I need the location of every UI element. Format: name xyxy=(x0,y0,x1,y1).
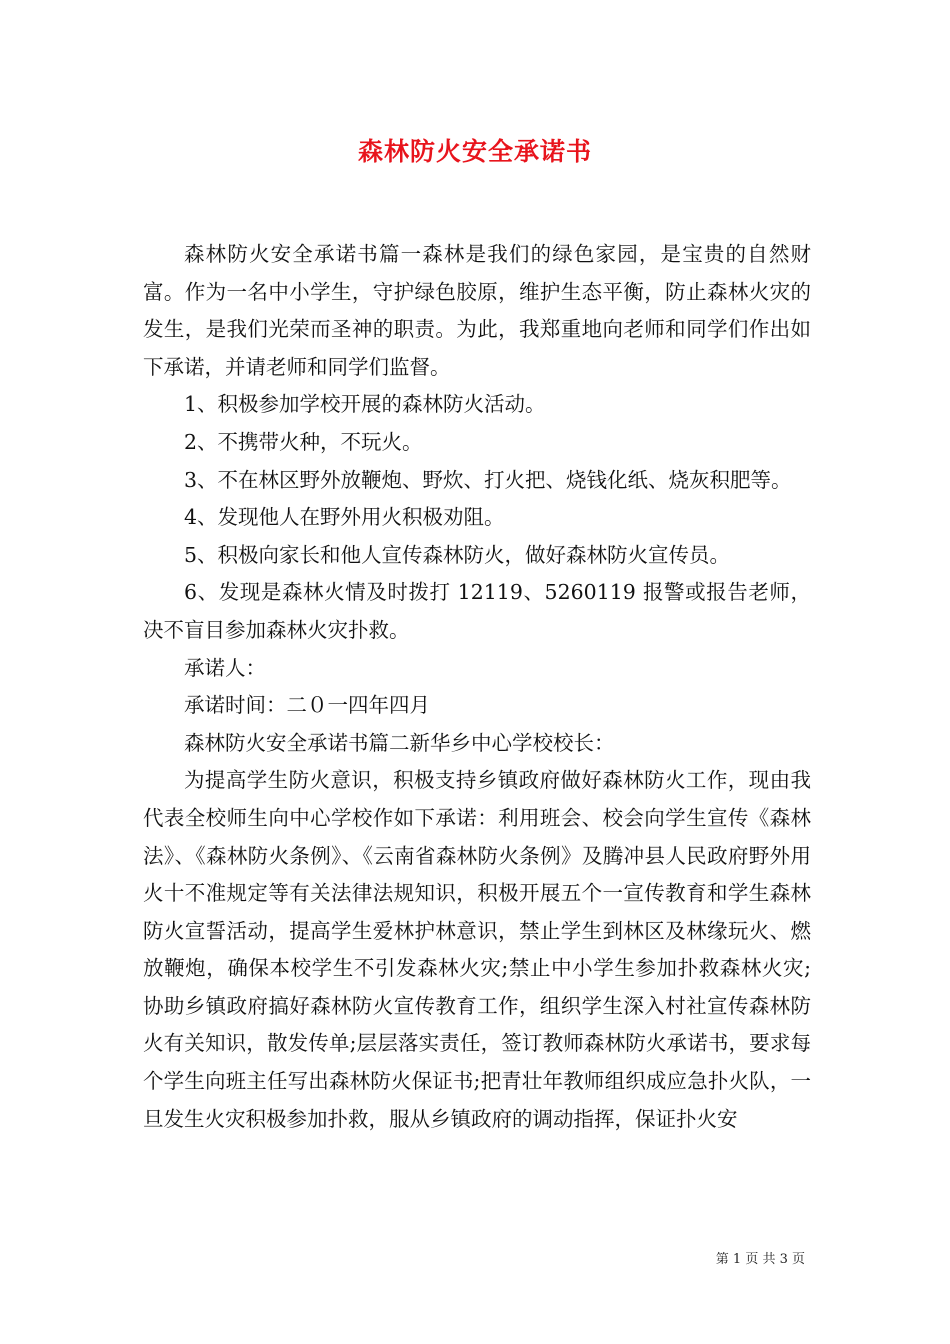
section-two-body: 为提高学生防火意识，积极支持乡镇政府做好森林防火工作，现由我代表全校师生向中心学校作如下承诺：利用班会、校会向学生宣传《森林法》、《森林防火条例》、《云南省森林防火条例》及腾冲县人民政府野外用火十不准规定等有关法律法规知识，积极开展五个一宣传教育和学生森林防火宣誓活动，提高学生爱林护林意识，禁止学生到林区及林缘玩火、燃放鞭炮，确保本校学生不引发森林火灾;禁止中小学生参加扑救森林火灾;协助乡镇政府搞好森林防火宣传教育工作，组织学生深入村社宣传森林防火有关知识，散发传单;层层落实责任，签订教师森林防火承诺书，要求每个学生向班主任写出森林防火保证书;把青壮年教师组织成应急扑火队，一旦发生火灾积极参加扑救，服从乡镇政府的调动指挥，保证扑火安 xyxy=(143,768,811,1131)
pledge-item-1: 1、积极参加学校开展的森林防火活动。 xyxy=(184,392,546,417)
section-two-heading: 森林防火安全承诺书篇二新华乡中心学校校长： xyxy=(184,730,615,755)
pledge-item-4: 4、发现他人在野外用火积极劝阻。 xyxy=(184,505,505,530)
pledge-item-6: 6、发现是森林火情及时拨打 12119、5260119 报警或报告老师，决不盲目参加森林火灾扑救。 xyxy=(143,580,811,642)
pledge-item-3: 3、不在林区野外放鞭炮、野炊、打火把、烧钱化纸、烧灰积肥等。 xyxy=(184,467,792,492)
pledger-line: 承诺人： xyxy=(184,655,266,680)
pledge-item-2: 2、不携带火种，不玩火。 xyxy=(184,429,423,454)
document-title: 森林防火安全承诺书 xyxy=(357,137,592,166)
paragraph-intro: 森林防火安全承诺书篇一森林是我们的绿色家园，是宝贵的自然财富。作为一名中小学生，守护绿色胶原，维护生态平衡，防止森林火灾的发生，是我们光荣而圣神的职责。为此，我郑重地向老师和同学们作出如下承诺，并请老师和同学们监督。 xyxy=(143,242,811,379)
pledge-item-5: 5、积极向家长和他人宣传森林防火，做好森林防火宣传员。 xyxy=(184,542,731,567)
document-body xyxy=(143,236,811,1138)
pledge-date-line: 承诺时间：二０一四年四月 xyxy=(184,693,430,718)
page-number-footer: 第 1 页 共 3 页 xyxy=(715,1252,805,1267)
